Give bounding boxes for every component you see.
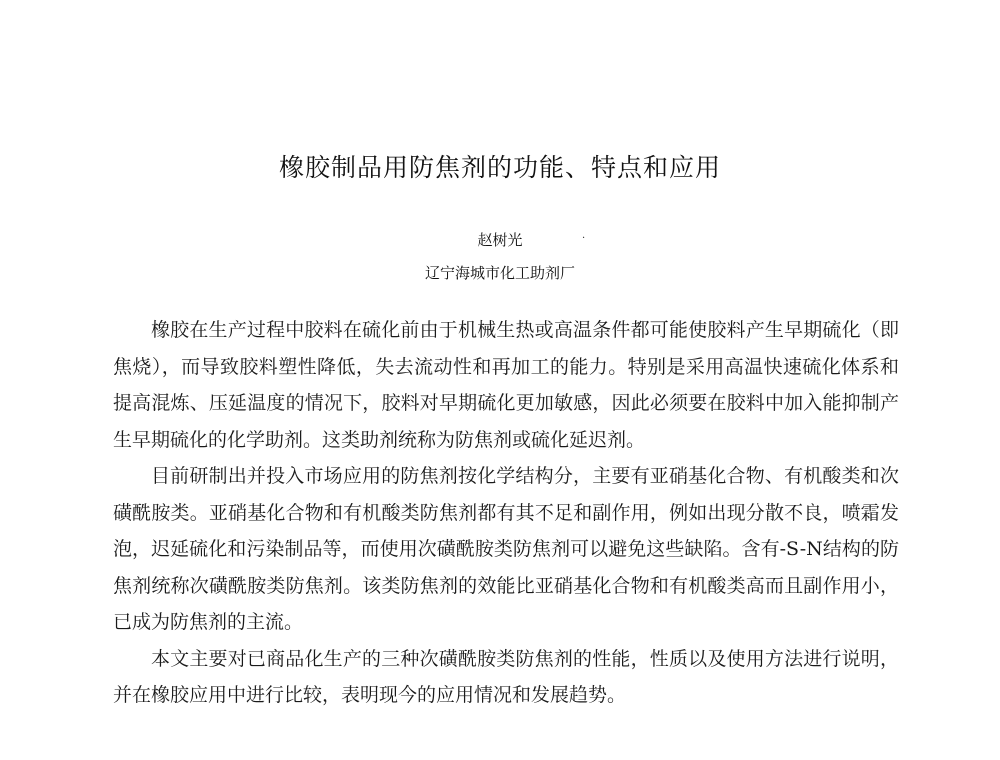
article-title: 橡胶制品用防焦剂的功能、特点和应用 bbox=[278, 153, 721, 182]
author-affiliation: 辽宁海城市化工助剂厂 bbox=[424, 264, 575, 282]
article-author: 赵树光 bbox=[477, 231, 523, 249]
body-paragraph-1: 橡胶在生产过程中胶料在硫化前由于机械生热或高温条件都可能使胶料产生早期硫化（即焦烧），而导致胶料塑性降低，失去流动性和再加工的能力。特别是采用高温快速硫化体系和提高混炼、压延温度的情况下，胶料对早期硫化更加敏感，因此必须要在胶料中加入能抑制产生早期硫化的化学助剂。这类助剂统称为防焦剂或硫化延迟剂。 bbox=[113, 319, 899, 451]
body-paragraph-3: 本文主要对已商品化生产的三种次磺酰胺类防焦剂的性能，性质以及使用方法进行说明，并在橡胶应用中进行比较，表明现今的应用情况和发展趋势。 bbox=[113, 647, 899, 706]
author-mark: · bbox=[582, 233, 586, 244]
article-body bbox=[113, 312, 899, 714]
body-paragraph-2: 目前研制出并投入市场应用的防焦剂按化学结构分，主要有亚硝基化合物、有机酸类和次磺酰胺类。亚硝基化合物和有机酸类防焦剂都有其不足和副作用，例如出现分散不良，喷霜发泡，迟延硫化和污染制品等，而使用次磺酰胺类防焦剂可以避免这些缺陷。含有-S-N结构的防焦剂统称次磺酰胺类防焦剂。该类防焦剂的效能比亚硝基化合物和有机酸类高而且副作用小，已成为防焦剂的主流。 bbox=[113, 465, 899, 633]
